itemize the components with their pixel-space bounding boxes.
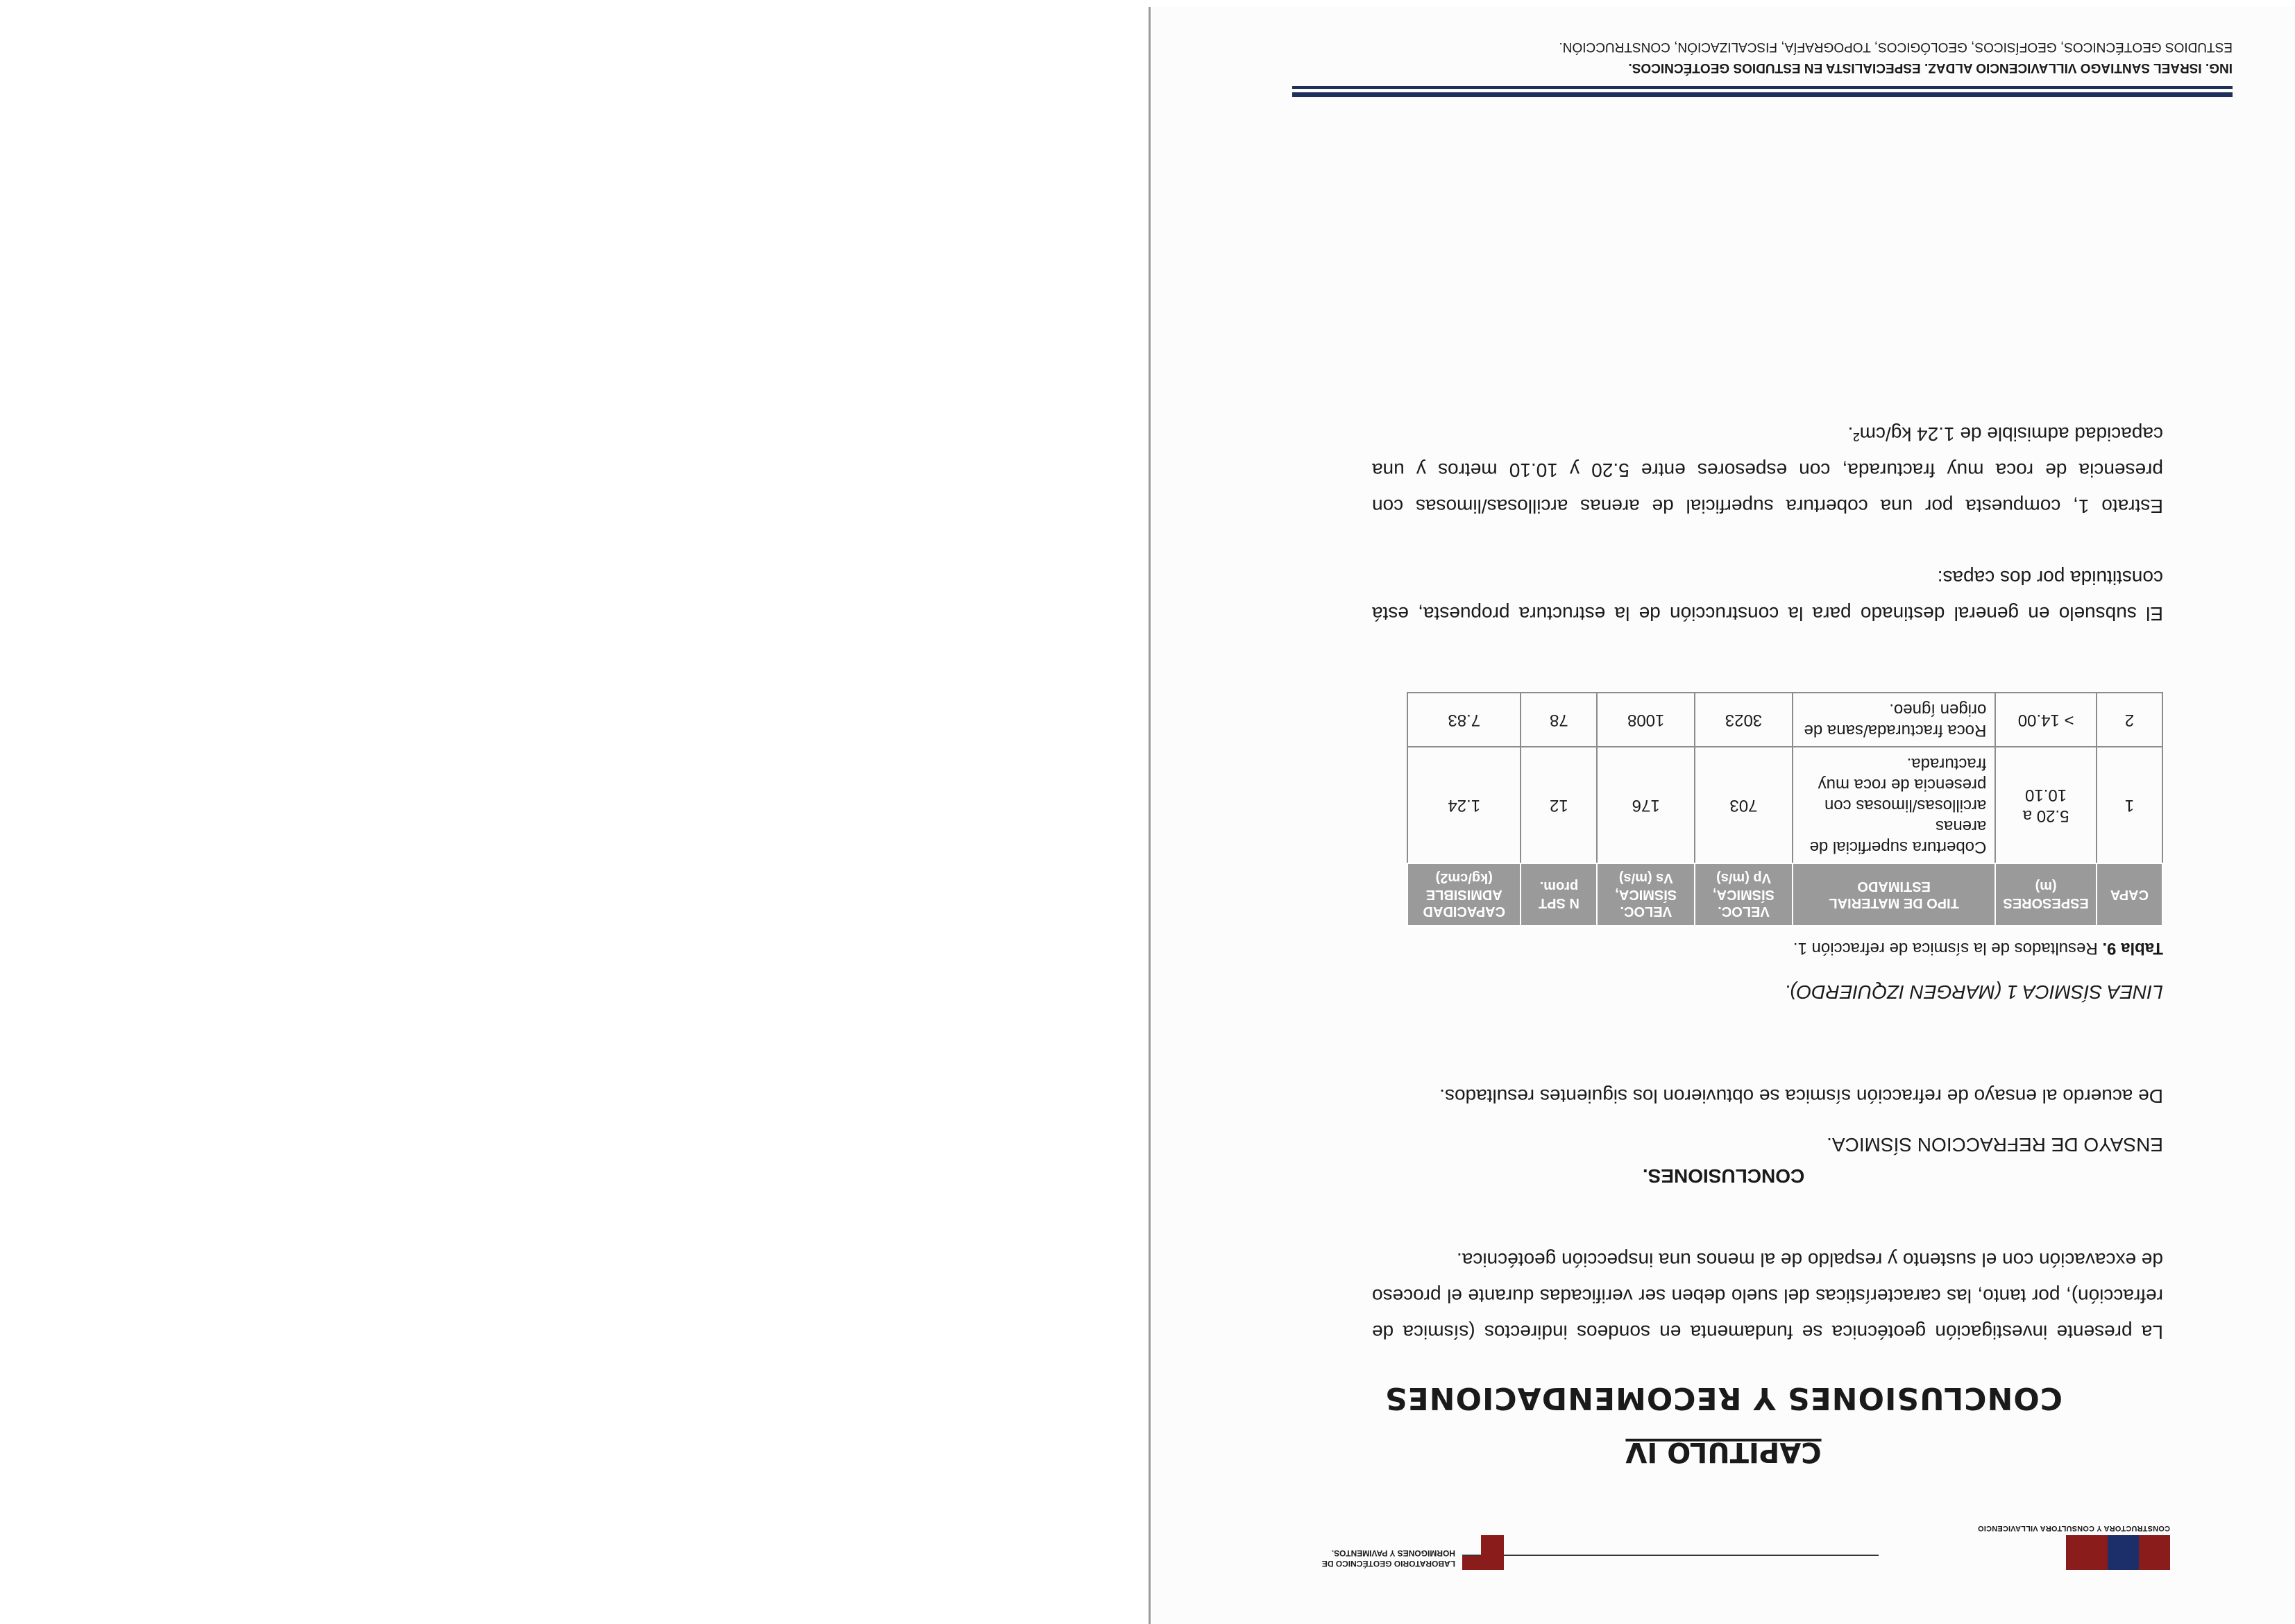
table-cell: 12 xyxy=(1521,747,1597,863)
page-fold-line xyxy=(1149,7,1151,1624)
footer-services-line: ESTUDIOS GEOTÉCNICOS, GEOFÍSICOS, GEOLÓGICOS, TOPOGRAFÍA, FISCALIZACIÓN, CONSTRUCCIÓN. xyxy=(1559,40,2233,54)
table-header-cell: VELOC. SÍSMICA, Vs (m/s) xyxy=(1597,863,1695,926)
table-cell: 1 xyxy=(2097,747,2162,863)
subsoil-paragraph: El subsuelo en general destinado para la construcción de la estructura propuesta, está constituida por dos capas: xyxy=(1372,567,2163,625)
table-row xyxy=(1407,693,2162,747)
footer-engineer-line: ING. ISRAEL SANTIAGO VILLAVICENCIO ALDAZ. ESPECIALISTA EN ESTUDIOS GEOTÉCNICOS. xyxy=(1628,60,2233,75)
table-cell: 7.83 xyxy=(1407,693,1521,747)
table-cell: Roca fracturada/sana de origen ígneo. xyxy=(1793,693,1996,747)
results-paragraph: De acuerdo al ensayo de refracción sísmica se obtuvieron los siguientes resultados. xyxy=(1439,1085,2163,1107)
table-header-cell: CAPACIDAD ADMISIBLE (kg/cm2) xyxy=(1407,863,1521,926)
footer-rule-thick xyxy=(1292,92,2233,97)
table-caption xyxy=(1793,938,2163,958)
company-logo-mark xyxy=(2066,1535,2170,1570)
table-header-cell: CAPA xyxy=(2097,863,2162,926)
intro-paragraph: La presente investigación geotécnica se fundamenta en sondeos indirectos (sísmica de refracción), por tanto, las características del suelo deben ser verificadas durante el proceso de excavación con el sustento y respaldo de al menos una inspección geotécnica. xyxy=(1372,1249,2163,1343)
laboratory-logo xyxy=(1240,1527,1504,1575)
table-caption-number: Tabla 9. xyxy=(2102,939,2163,958)
laboratory-logo-text xyxy=(1322,1548,1455,1568)
table-caption-text: Resultados de la sísmica de refracción 1. xyxy=(1793,939,2103,958)
table-cell: Cobertura superficial de arenas arcillosas/limosas con presencia de roca muy fracturada. xyxy=(1793,747,1996,863)
table-row xyxy=(1407,747,2162,863)
table-cell: 3023 xyxy=(1695,693,1793,747)
page-header xyxy=(1240,1524,2170,1575)
document-page xyxy=(1152,7,2295,1624)
footer-rule-thin xyxy=(1292,86,2233,89)
table-cell: 1008 xyxy=(1597,693,1695,747)
laboratory-logo-line1: LABORATORIO GEOTÉCNICO DE xyxy=(1321,1559,1455,1568)
seismic-results-table xyxy=(1407,692,2163,927)
table-cell: 1.24 xyxy=(1407,747,1521,863)
table-header-cell: ESPESORES (m) xyxy=(1995,863,2096,926)
header-rule xyxy=(1462,1555,1879,1556)
table-header-cell: TIPO DE MATERIAL ESTIMADO xyxy=(1793,863,1996,926)
table-header-row xyxy=(1407,863,2162,926)
laboratory-logo-mark xyxy=(1462,1535,1504,1570)
table-cell: 703 xyxy=(1695,747,1793,863)
company-logo xyxy=(1920,1524,2170,1575)
table-cell: 5.20 a 10.10 xyxy=(1995,747,2096,863)
company-logo-text: CONSTRUCTORA Y CONSULTORA VILLAVICENCIO xyxy=(1977,1524,2170,1532)
table-cell: > 14.00 xyxy=(1995,693,2096,747)
table-cell: 2 xyxy=(2097,693,2162,747)
laboratory-logo-line2: HORMIGONES Y PAVIMENTOS. xyxy=(1331,1548,1455,1558)
table-header-cell: VELOC. SÍSMICA, Vp (m/s) xyxy=(1695,863,1793,926)
seismic-line-label: LINEA SÍSMICA 1 (MARGEN IZQUIERDO). xyxy=(1784,981,2163,1003)
stratum-paragraph: Estrato 1, compuesta por una cobertura superficial de arenas arcillosas/limosas con presencia de roca muy fracturada, con espesores entre 5.20 y 10.10 metros y una capacidad admisible de 1.24 kg/cm². xyxy=(1372,423,2163,517)
chapter-subtitle: CONCLUSIONES Y RECOMENDACIONES xyxy=(1384,1380,2063,1416)
table-cell: 78 xyxy=(1521,693,1597,747)
seismic-test-heading: ENSAYO DE REFRACCION SÍSMICA. xyxy=(1827,1134,2163,1156)
table-cell: 176 xyxy=(1597,747,1695,863)
chapter-title: CAPITULO IV xyxy=(1625,1436,1822,1468)
table-header-cell: N SPT prom. xyxy=(1521,863,1597,926)
conclusions-heading: CONCLUSIONES. xyxy=(1642,1165,1805,1187)
